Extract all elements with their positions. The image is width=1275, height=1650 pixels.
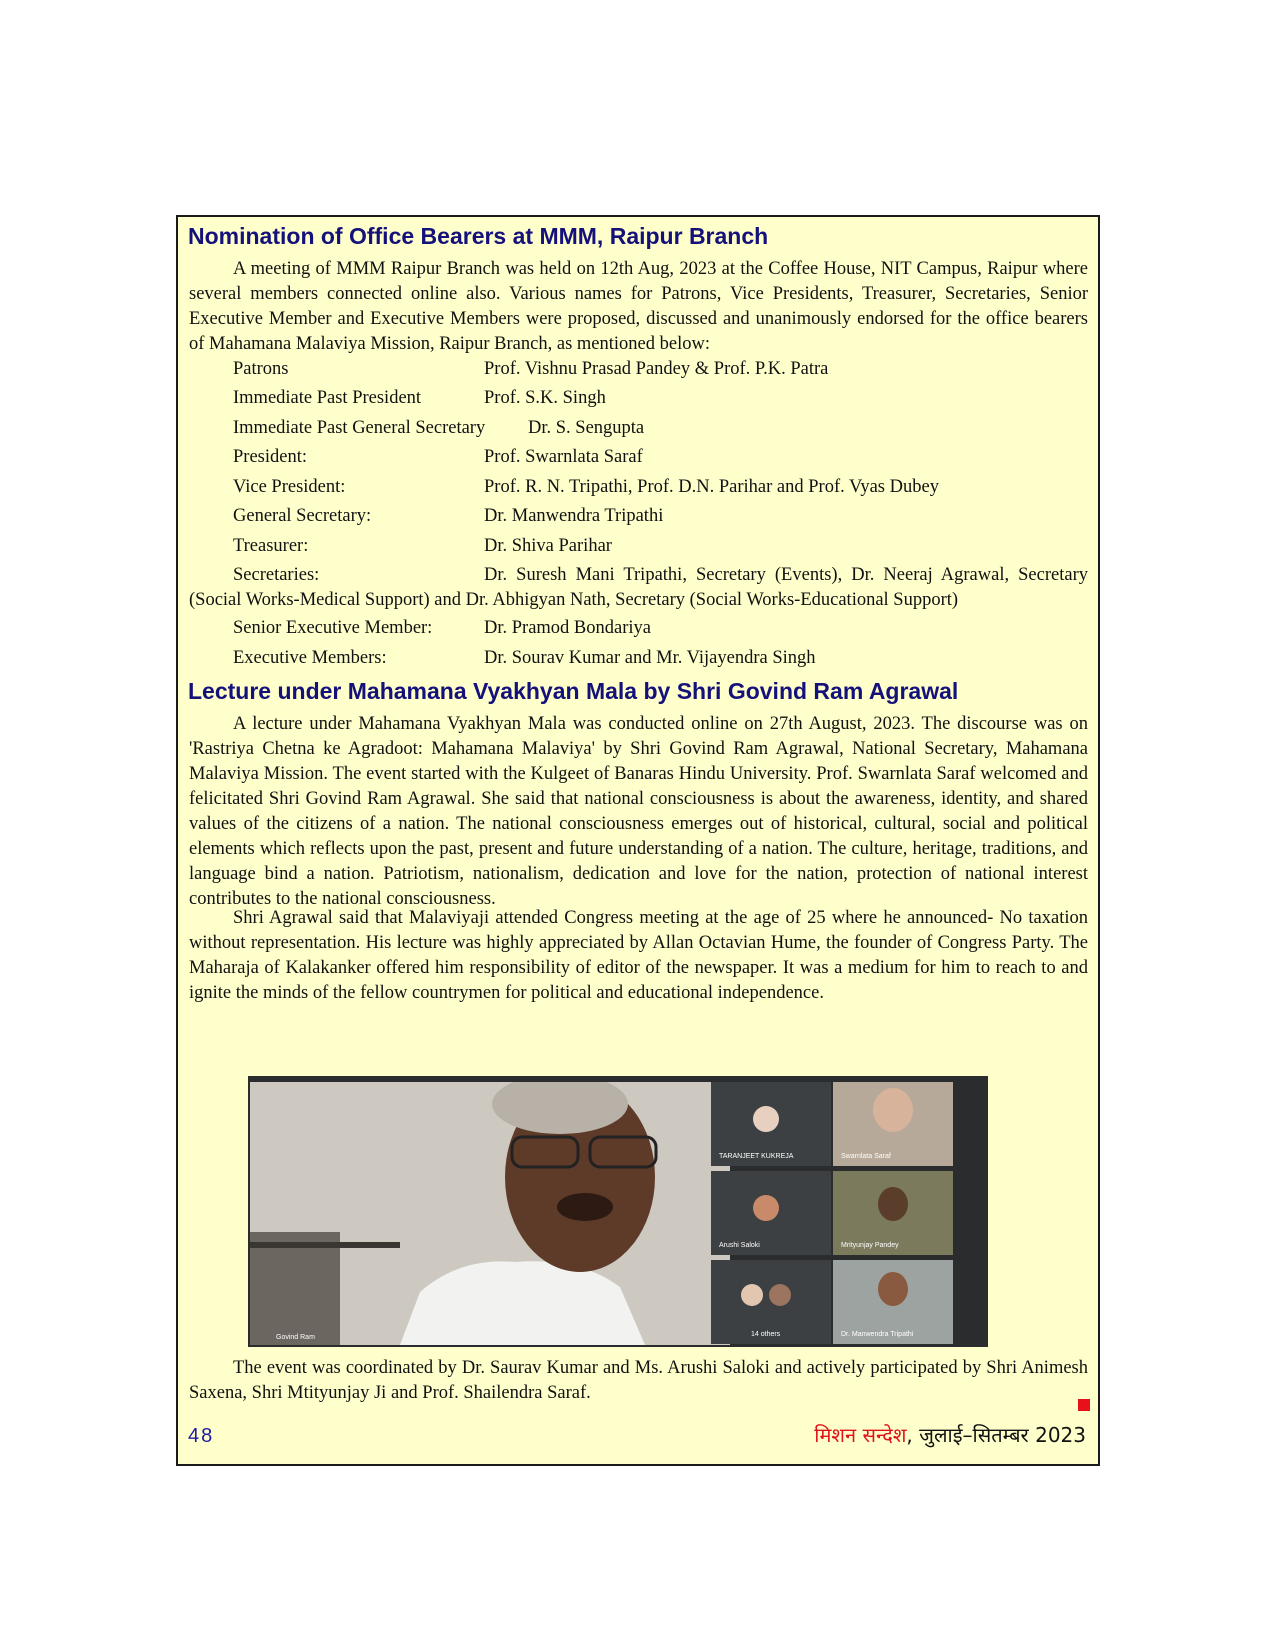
avatar <box>741 1284 763 1306</box>
page-number: 48 <box>188 1425 215 1447</box>
bearer-names: Dr. Pramod Bondariya <box>484 618 651 638</box>
bearer-role: Immediate Past General Secretary <box>233 418 486 438</box>
bearer-role: Patrons <box>233 359 289 379</box>
bearer-names: Prof. R. N. Tripathi, Prof. D.N. Parihar and Prof. Vyas Dubey <box>484 477 939 497</box>
magazine-name: मिशन सन्देश <box>814 1423 907 1447</box>
participant-tile <box>833 1260 953 1344</box>
bearer-names: Dr. Shiva Parihar <box>484 536 612 556</box>
magazine-title <box>814 1421 1086 1448</box>
avatar <box>753 1195 779 1221</box>
bearer-names: Prof. Swarnlata Saraf <box>484 447 643 467</box>
lecture-para-1: A lecture under Mahamana Vyakhyan Mala was conducted online on 27th August, 2023. The discourse was on 'Rastriya Chetna ke Agradoot: Mahamana Malaviya' by Shri Govind Ram Agrawal, National Secretary, Mahamana Malaviya Mission. The event started with the Kulgeet of Banaras Hindu University. Prof. Swarnlata Saraf welcomed and felicitated Shri Govind Ram Agrawal. She said that national consciousness is about the awareness, identity, and shared values of the citizens of a nation. The national consciousness emerges out of historical, cultural, social and political elements which reflects upon the past, present and future understanding of a nation. The culture, heritage, traditions, and language bind a nation. Patriotism, nationalism, dedication and love for the nation, protection of national interest contributes to the national consciousness. <box>189 714 1088 909</box>
bearer-names: Prof. Vishnu Prasad Pandey & Prof. P.K. Patra <box>484 359 829 379</box>
section-title-lecture: Lecture under Mahamana Vyakhyan Mala by Shri Govind Ram Agrawal <box>188 678 959 704</box>
bearer-role: Vice President: <box>233 477 346 497</box>
speaker-video <box>250 1082 730 1345</box>
bearer-names: Dr. Manwendra Tripathi <box>484 506 664 526</box>
participant-tile <box>711 1171 831 1255</box>
bearer-names: Dr. Sourav Kumar and Mr. Vijayendra Singh <box>484 648 816 668</box>
participant-name: TARANJEET KUKREJA <box>719 1153 794 1160</box>
bearer-names: Dr. S. Sengupta <box>528 418 645 438</box>
bearer-names: Prof. S.K. Singh <box>484 388 606 408</box>
participant-name: Dr. Manwendra Tripathi <box>841 1331 914 1338</box>
participant-tile <box>833 1082 953 1166</box>
avatar <box>873 1088 913 1132</box>
avatar <box>769 1284 791 1306</box>
end-mark <box>1078 1399 1090 1411</box>
magazine-issue: , जुलाई–सितम्बर 2023 <box>906 1423 1086 1447</box>
article-frame <box>176 215 1100 1466</box>
participant-tile <box>833 1171 953 1255</box>
participant-name: 14 others <box>751 1331 781 1338</box>
bearer-role: Immediate Past President <box>233 388 422 408</box>
avatar <box>878 1272 908 1306</box>
video-call-photo <box>248 1076 988 1347</box>
bearer-role: Executive Members: <box>233 648 387 668</box>
participant-name: Mrityunjay Pandey <box>841 1242 899 1249</box>
avatar <box>878 1187 908 1221</box>
bearer-names-wrapped: Dr. Suresh Mani Tripathi, Secretary (Events), Dr. Neeraj Agrawal, Secretary (Social Works-Medical Support) and Dr. Abhigyan Nath, Secretary (Social Works-Educational Support) <box>189 565 1088 610</box>
bearer-role: General Secretary: <box>233 506 372 526</box>
participant-tile <box>711 1260 831 1344</box>
speaker-illustration <box>250 1082 730 1345</box>
bearer-role: Secretaries: <box>233 565 320 585</box>
participant-name: Swarnlata Saraf <box>841 1153 891 1160</box>
speaker-label: Govind Ram <box>276 1334 315 1341</box>
lecture-para-3: The event was coordinated by Dr. Saurav Kumar and Ms. Arushi Saloki and actively participated by Shri Animesh Saxena, Shri Mtityunjay Ji and Prof. Shailendra Saraf. <box>189 1358 1088 1403</box>
participant-tile <box>711 1082 831 1166</box>
bearer-role: President: <box>233 447 307 467</box>
lecture-para-2: Shri Agrawal said that Malaviyaji attended Congress meeting at the age of 25 where he announced- No taxation without representation. His lecture was highly appreciated by Allan Octavian Hume, the founder of Congress Party. The Maharaja of Kalakanker offered him responsibility of editor of the newspaper. It was a medium for him to reach to and ignite the minds of the fellow countrymen for political and educational independence. <box>189 908 1088 1003</box>
bearer-role: Senior Executive Member: <box>233 618 433 638</box>
bearer-role: Treasurer: <box>233 536 309 556</box>
participant-name: Arushi Saloki <box>719 1242 760 1249</box>
section-title-nomination: Nomination of Office Bearers at MMM, Raipur Branch <box>188 223 769 249</box>
avatar <box>753 1106 779 1132</box>
nomination-intro: A meeting of MMM Raipur Branch was held on 12th Aug, 2023 at the Coffee House, NIT Campus, Raipur where several members connected online also. Various names for Patrons, Vice Presidents, Treasurer, Secretaries, Senior Executive Member and Executive Members were proposed, discussed and unanimously endorsed for the office bearers of Mahamana Malaviya Mission, Raipur Branch, as mentioned below: <box>189 259 1088 354</box>
